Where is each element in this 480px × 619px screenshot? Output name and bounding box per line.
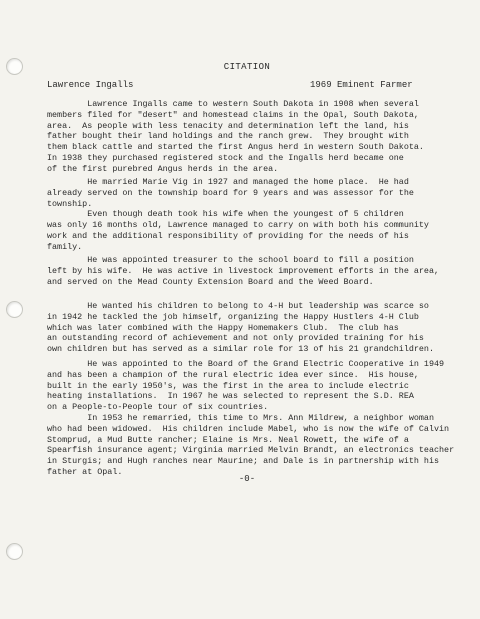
award-title: 1969 Eminent Farmer bbox=[310, 80, 413, 90]
paragraph-3: He was appointed treasurer to the school board to fill a position left by his wife. He was active in livestock improvement efforts in the area, and served on the Mead County Extension Board and the Weed Board. bbox=[47, 255, 440, 287]
paragraph-5: He was appointed to the Board of the Grand Electric Cooperative in 1949 and has been a champion of the rural electric idea ever since. His house, built in the early 1950's, was the first in the area to include electric heating installations. In 1967 he was selected to represent the S.D. REA on a People-to-People tour of six countries. bbox=[47, 359, 445, 413]
binder-hole-top bbox=[6, 58, 23, 75]
paragraph-4: He wanted his children to belong to 4-H but leadership was scarce so in 1942 he tackled the job himself, organizing the Happy Hustlers 4-H Club which was later combined with the Happy Homemakers Club. The club has an outstanding record of achievement and not only provided training for his own children but has served as a similar role for 13 of his 21 grandchildren. bbox=[47, 301, 434, 355]
paragraph-1: Lawrence Ingalls came to western South Dakota in 1908 when several members filed for "desert" and homestead claims in the Opal, South Dakota, area. As people with less tenacity and determination left the land, his father bought their land holdings and the ranch grew. They brought with them black cattle and started the first Angus herd in western South Dakota. In 1938 they purchased registered stock and the Ingalls herd became one of the first purebred Angus herds in the area. bbox=[47, 99, 424, 174]
binder-hole-middle bbox=[6, 301, 23, 318]
document-title: CITATION bbox=[223, 62, 271, 72]
binder-hole-bottom bbox=[6, 543, 23, 560]
paragraph-6: In 1953 he remarried, this time to Mrs. Ann Mildrew, a neighbor woman who had been widowed. His children include Mabel, who is now the wife of Calvin Stomprud, a Mud Butte rancher; Elaine is Mrs. Neal Rowett, the wife of a Spearfish insurance agent; Virginia married Melvin Brandt, an electronics teacher in Sturgis; and Hugh ranches near Maurine; and Dale is in partnership with his father at Opal. bbox=[47, 413, 455, 477]
paragraph-2: He married Marie Vig in 1927 and managed the home place. He had already served on the township board for 9 years and was assessor for the township. Even though death took his wife when the youngest of 5 children was only 16 months old, Lawrence managed to carry on with both his community work and the additional responsibility of providing for the needs of his family. bbox=[47, 177, 429, 252]
page-marker: -0- bbox=[238, 474, 256, 484]
honoree-name: Lawrence Ingalls bbox=[47, 80, 134, 90]
